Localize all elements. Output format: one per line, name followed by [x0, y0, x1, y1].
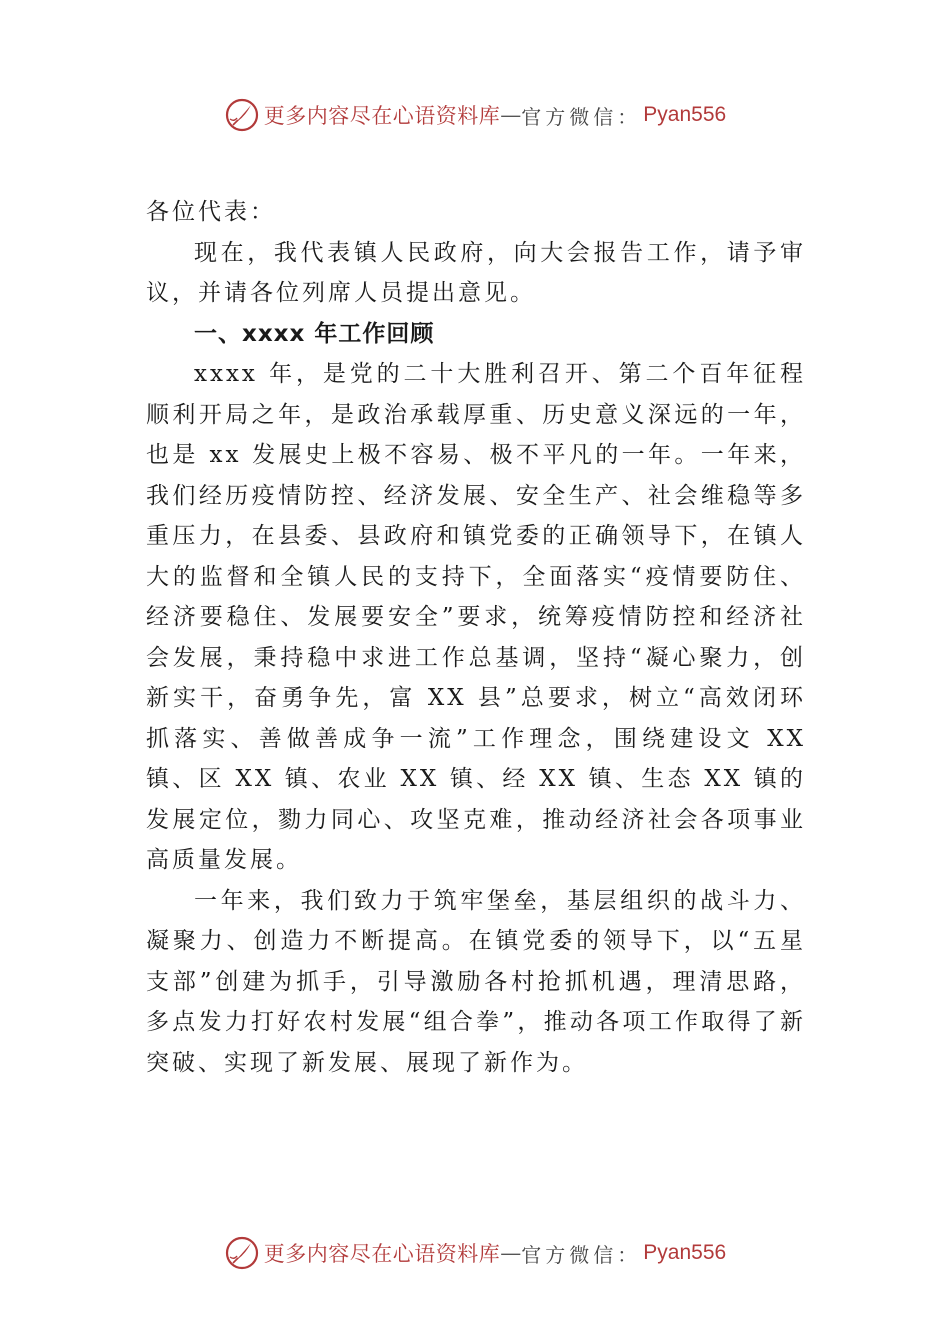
quill-logo-icon	[224, 1235, 260, 1271]
document-body	[146, 192, 806, 1083]
wechat-label: 官方微信：	[521, 104, 642, 129]
body-paragraph-1: xxxx 年，是党的二十大胜利召开、第二个百年征程顺利开局之年，是政治承载厚重、历史意义深远的一年，也是 xx 发展史上极不容易、极不平凡的一年。一年来，我们经历疫情防控、经济发展、安全生产、社会维稳等多重压力，在县委、县政府和镇党委的正确领导下，在镇人大的监督和全镇人民的支持下，全面落实“疫情要防住、经济要稳住、发展要安全”要求，统筹疫情防控和经济社会发展，秉持稳中求进工作总基调，坚持“凝心聚力，创新实干，奋勇争先，富 XX 县”总要求，树立“高效闭环抓落实、善做善成争一流”工作理念，围绕建设文 XX 镇、区 XX 镇、农业 XX 镇、经 XX 镇、生态 XX 镇的发展定位，勠力同心、攻坚克难，推动经济社会各项事业高质量发展。	[146, 361, 806, 873]
section-heading: 一、xxxx 年工作回顾	[194, 320, 435, 347]
footer-banner	[0, 1231, 950, 1275]
brand-name: 更多内容尽在心语资料库	[263, 1242, 501, 1266]
wechat-id: Pyan556	[643, 103, 727, 126]
header-banner	[0, 93, 950, 137]
quill-logo-icon	[224, 97, 260, 133]
separator-dash: —	[500, 103, 522, 127]
salutation: 各位代表：	[146, 199, 276, 225]
body-paragraph-2: 一年来，我们致力于筑牢堡垒，基层组织的战斗力、凝聚力、创造力不断提高。在镇党委的领导下，以“五星支部”创建为抓手，引导激励各村抢抓机遇，理清思路，多点发力打好农村发展“组合拳”，推动各项工作取得了新突破、实现了新发展、展现了新作为。	[146, 887, 806, 1076]
brand-name: 更多内容尽在心语资料库	[263, 104, 501, 128]
separator-dash: —	[500, 1241, 522, 1265]
wechat-id: Pyan556	[643, 1241, 727, 1264]
intro-paragraph: 现在，我代表镇人民政府，向大会报告工作，请予审议，并请各位列席人员提出意见。	[146, 239, 806, 306]
wechat-label: 官方微信：	[521, 1242, 642, 1267]
